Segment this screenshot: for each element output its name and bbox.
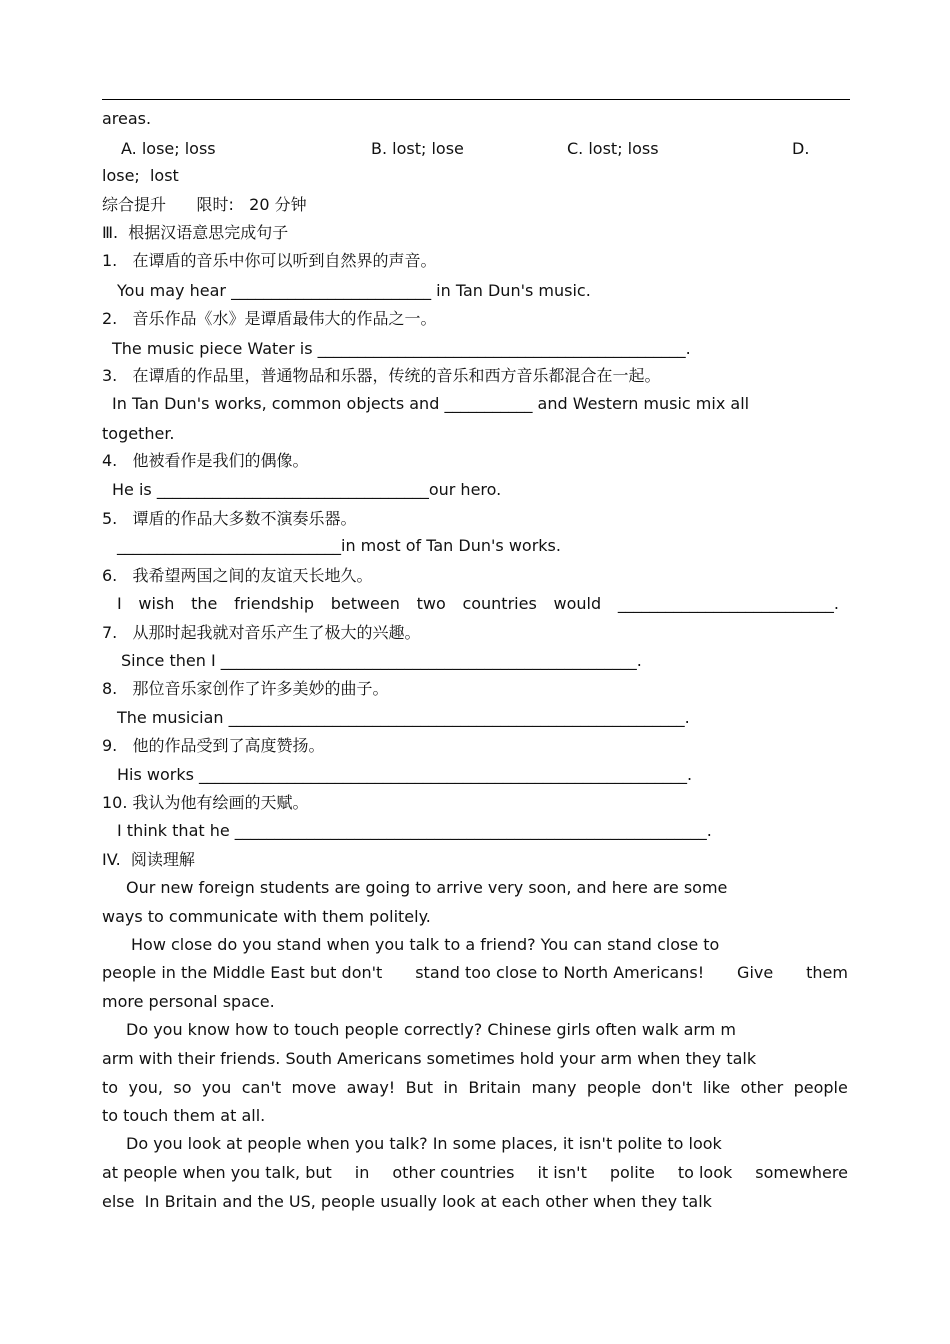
q3-english-cont: together.	[102, 424, 175, 443]
q7-english: Since then I ____________________________________________________.	[121, 651, 642, 670]
word: would	[553, 594, 602, 613]
q5-chinese: 5. 谭盾的作品大多数不演奏乐器。	[102, 509, 357, 528]
text-run: stand too close to North Americans!	[415, 963, 705, 982]
text-run: other countries	[392, 1163, 515, 1182]
q4-chinese: 4. 他被看作是我们的偶像。	[102, 451, 309, 470]
q10-english: I think that he ___________________________________________________________.	[117, 821, 712, 840]
word: I	[117, 594, 122, 613]
word: people	[793, 1078, 848, 1097]
reading-p1-line1: Our new foreign students are going to arrive very soon, and here are some	[126, 878, 728, 897]
reading-p2-line3: more personal space.	[102, 992, 275, 1011]
reading-p3-line2: arm with their friends. South Americans sometimes hold your arm when they talk	[102, 1049, 757, 1068]
text-run: people in the Middle East but don't	[102, 963, 383, 982]
q4-english: He is __________________________________our hero.	[112, 480, 502, 499]
word: wish	[138, 594, 175, 613]
q7-chinese: 7. 从那时起我就对音乐产生了极大的兴趣。	[102, 623, 421, 642]
reading-p2-line1: How close do you stand when you talk to a friend? You can stand close to	[131, 935, 720, 954]
q9-english: His works _____________________________________________________________.	[117, 765, 693, 784]
word: friendship	[234, 594, 314, 613]
q6-english	[117, 594, 839, 614]
word: the	[191, 594, 218, 613]
reading-p3-line4: to touch them at all.	[102, 1106, 266, 1125]
word: But	[405, 1078, 433, 1097]
text-run: at people when you talk, but	[102, 1163, 332, 1182]
word: can't	[241, 1078, 282, 1097]
part4-heading: IV. 阅读理解	[102, 850, 195, 869]
q5-english: ____________________________in most of Tan Dun's works.	[117, 536, 561, 555]
word: you	[201, 1078, 232, 1097]
word: other	[740, 1078, 784, 1097]
reading-p3-line3	[102, 1078, 848, 1098]
word: in	[443, 1078, 458, 1097]
header-rule	[102, 99, 850, 100]
q8-chinese: 8. 那位音乐家创作了许多美妙的曲子。	[102, 679, 389, 698]
word: between	[330, 594, 400, 613]
reading-p1-line2: ways to communicate with them politely.	[102, 907, 431, 926]
q1-english: You may hear _________________________ in Tan Dun's music.	[117, 281, 591, 300]
word: away!	[346, 1078, 396, 1097]
word: you,	[128, 1078, 163, 1097]
text-run: somewhere	[755, 1163, 848, 1182]
reading-p3-line1: Do you know how to touch people correctly? Chinese girls often walk arm m	[126, 1020, 736, 1039]
reading-p4-line1: Do you look at people when you talk? In some places, it isn't polite to look	[126, 1134, 722, 1153]
text-run: polite	[609, 1163, 655, 1182]
section-header: 综合提升 限时: 20 分钟	[102, 195, 307, 214]
reading-p2-line2	[102, 963, 848, 983]
q2-english: The music piece Water is ______________________________________________.	[112, 339, 691, 358]
choice-d-label: D.	[792, 139, 810, 158]
word: people	[586, 1078, 642, 1097]
word: move	[291, 1078, 337, 1097]
word: so	[173, 1078, 192, 1097]
word: to	[102, 1078, 119, 1097]
choice-a: A. lose; loss	[121, 139, 216, 158]
q3-chinese: 3. 在谭盾的作品里，普通物品和乐器，传统的音乐和西方音乐都混合在一起。	[102, 366, 661, 385]
choice-b: B. lost; lose	[371, 139, 464, 158]
word: don't	[651, 1078, 693, 1097]
word: like	[702, 1078, 731, 1097]
q9-chinese: 9. 他的作品受到了高度赞扬。	[102, 736, 325, 755]
q8-english: The musician _________________________________________________________.	[117, 708, 690, 727]
q2-chinese: 2. 音乐作品《水》是谭盾最伟大的作品之一。	[102, 309, 437, 328]
word: Britain	[468, 1078, 522, 1097]
q6-chinese: 6. 我希望两国之间的友谊天长地久。	[102, 566, 373, 585]
previous-question-fragment: areas.	[102, 109, 152, 128]
reading-p4-line3: else In Britain and the US, people usually look at each other when they talk	[102, 1192, 712, 1211]
reading-p4-line2	[102, 1163, 848, 1183]
word: countries	[462, 594, 537, 613]
choice-d-text: lose; lost	[102, 166, 179, 185]
text-run: them	[806, 963, 848, 982]
text-run: in	[354, 1163, 370, 1182]
part3-heading: Ⅲ. 根据汉语意思完成句子	[102, 223, 289, 242]
choice-c: C. lost; loss	[567, 139, 659, 158]
q3-english: In Tan Dun's works, common objects and ___________ and Western music mix all	[112, 394, 750, 413]
text-run: it isn't	[537, 1163, 587, 1182]
q1-chinese: 1. 在谭盾的音乐中你可以听到自然界的声音。	[102, 251, 437, 270]
q10-chinese: 10. 我认为他有绘画的天赋。	[102, 793, 309, 812]
answer-blank: ___________________________.	[617, 594, 839, 613]
word: two	[416, 594, 446, 613]
text-run: Give	[737, 963, 774, 982]
text-run: to look	[677, 1163, 733, 1182]
word: many	[531, 1078, 577, 1097]
